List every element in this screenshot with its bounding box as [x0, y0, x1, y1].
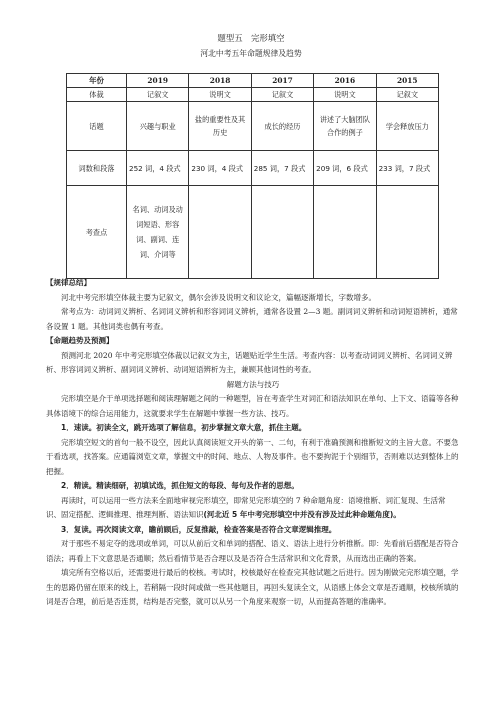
topic-label-cell: 话题 — [67, 102, 127, 151]
year-cell: 2015 — [376, 74, 438, 88]
topic-cell: 讲述了大脑团队合作的例子 — [314, 102, 376, 151]
forecast-paragraph: 预测河北 2020 年中考完形填空体裁以记叙文为主，话题贴近学生生活。考查内容：以考查动词词义辨析、名词词义辨析、形容词词义辨析、副词词义辨析、动词短语辨析为主，兼顾其他词性的考查。 — [46, 350, 453, 374]
type-label-cell: 体裁 — [67, 88, 127, 102]
table-row — [67, 88, 439, 102]
points-label-cell: 考查点 — [67, 186, 127, 279]
step2-body — [46, 494, 460, 523]
method-title: 解题方法与技巧 — [226, 379, 280, 389]
words-cell: 233 词，7 段式 — [376, 151, 438, 186]
step3-heading: 3．复读。再次阅读文章，瞻前顾后，反复推敲，检查答案是否符合文章逻辑推理。 — [61, 524, 337, 534]
topic-cell: 兴趣与职业 — [127, 102, 189, 151]
page-title: 题型五 完形填空 — [217, 33, 285, 43]
points-cell: 名词、动词及动词短语、形容词、副词、连词、介词等 — [127, 186, 189, 279]
words-cell: 209 词，6 段式 — [314, 151, 376, 186]
type-cell: 记叙文 — [251, 88, 313, 102]
type-cell: 说明文 — [189, 88, 251, 102]
step2-heading: 2．精读。精读细研，初填试选，抓住短文的每段、每句及作者的思想。 — [61, 481, 299, 490]
year-cell: 2019 — [127, 74, 189, 88]
step2-note: (河北近 5 年中考完形填空中并没有涉及过此种命题角度)。 — [203, 510, 401, 519]
table-row — [67, 102, 439, 151]
type-cell: 记叙文 — [127, 88, 189, 102]
trend-table — [66, 73, 439, 279]
step3-body: 对于那些不易定夺的选项或单词，可以从前后文和单词的搭配、语义、语法上进行分析推断。即：先看前后搭配是否符合语法；再看上下文意思是否通顺；然后看情节是否合理以及是否符合生活常识和文化背景，从而选出正确的答案。 — [46, 539, 459, 563]
step1-body: 完形填空短文的首句一般不设空，因此认真阅读短文开头的第一、二句，有利于准确预测和推断短文的主旨大意。不要急于看选项，找答案。应通篇浏览文章，掌握文中的时间、地点、人物及事件。也不要拘泥于个别细节，否则难以达到整体上的把握。 — [46, 437, 459, 476]
empty-cell — [376, 186, 438, 279]
article-body — [46, 276, 460, 610]
step2-body-text: 再读时，可以运用一些方法来全面地审视完形填空，即常见完形填空的 7 种命题角度：语境推断、词汇复现、生活常识、固定搭配、逻辑推理、推理判断、语法知识 — [46, 495, 446, 519]
topic-cell: 成长的经历 — [251, 102, 313, 151]
step1-heading: 1．速读。初读全文，跳开选项了解信息，初步掌握文章大意，抓住主题。 — [61, 423, 307, 432]
type-cell: 说明文 — [314, 88, 376, 102]
year-cell: 2017 — [251, 74, 313, 88]
words-label-cell: 词数和段落 — [67, 151, 127, 186]
table-row — [67, 74, 439, 88]
forecast-heading: 【命题趋势及预测】 — [46, 336, 114, 345]
summary-paragraph: 河北中考完形填空体裁主要为记叙文，偶尔会涉及说明文和议论文，篇幅逐渐增长，字数增多。 — [61, 292, 376, 302]
empty-cell — [251, 186, 313, 279]
page-subtitle: 河北中考五年命题规律及趋势 — [200, 49, 302, 58]
topic-cell: 盐的重要性及其历史 — [189, 102, 251, 151]
summary-paragraph: 常考点为：动词词义辨析、名词词义辨析和形容词词义辨析，通常各设置 2—3 题。副词词义辨析和动词短语辨析，通常各设置 1 题。其他词类也偶有考查。 — [46, 307, 458, 331]
topic-cell: 学会释放压力 — [376, 102, 438, 151]
method-intro: 完形填空是介于单项选择题和阅读理解题之间的一种题型，旨在考查学生对词汇和语法知识在单句、上下文、语篇等各种具体语境下的综合运用能力，这就要求学生在解题中掌握一些方法、技巧。 — [46, 394, 459, 418]
empty-cell — [189, 186, 251, 279]
words-cell: 252 词，4 段式 — [127, 151, 189, 186]
words-cell: 230 词，4 段式 — [189, 151, 251, 186]
year-label-cell: 年份 — [67, 74, 127, 88]
summary-heading: 【规律总结】 — [46, 278, 91, 287]
table-row — [67, 151, 439, 186]
words-cell: 285 词，7 段式 — [251, 151, 313, 186]
year-cell: 2016 — [314, 74, 376, 88]
type-cell: 记叙文 — [376, 88, 438, 102]
table-row — [67, 186, 439, 279]
year-cell: 2018 — [189, 74, 251, 88]
step3-body: 填完所有空格以后，还需要进行最后的校核。考试时，校核最好在检查完其他试题之后进行。因为刚做完完形填空题，学生的思路仍留在原来的线上，若稍隔一段时间或做一些其他题目，再回头复读全文，从语感上体会文章是否通顺，校核所填的词是否合理，前后是否连贯，结构是否完整，就可以从另一个角度来观察一切，从而提高答题的准确率。 — [46, 568, 459, 606]
empty-cell — [314, 186, 376, 279]
